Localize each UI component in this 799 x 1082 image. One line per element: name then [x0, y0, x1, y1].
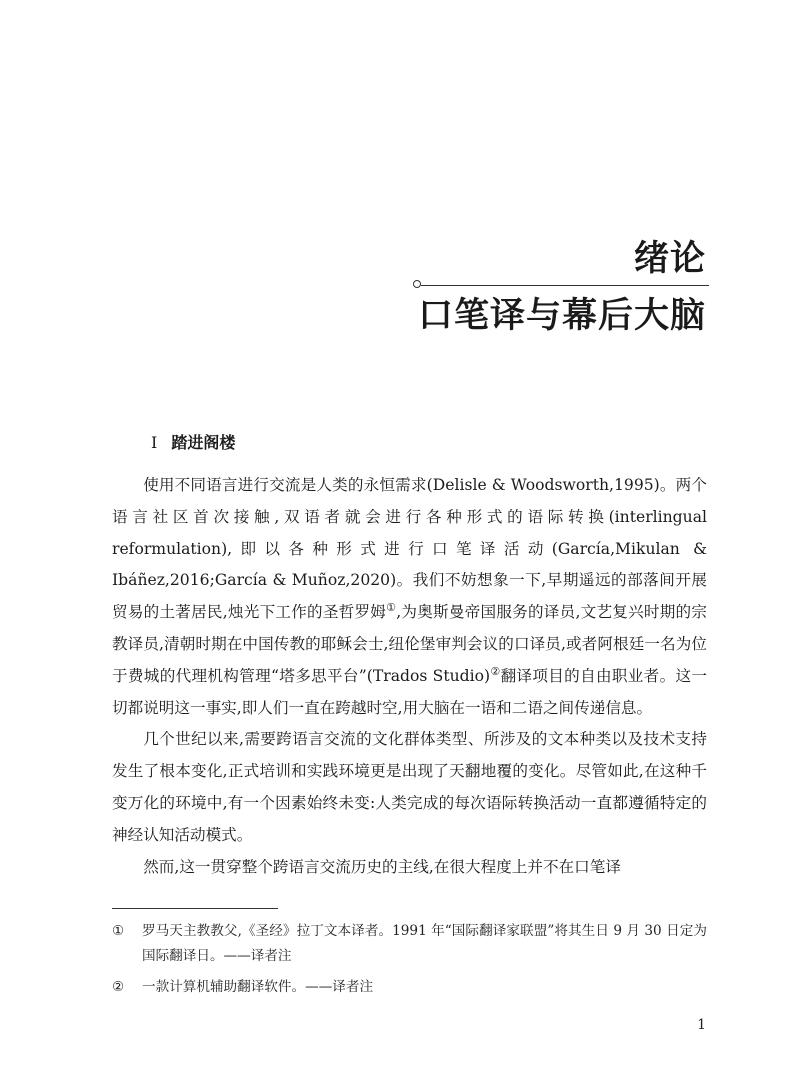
page-number: 1 [697, 1017, 706, 1033]
footnote-divider [112, 908, 278, 909]
divider-circle-ornament [413, 280, 421, 288]
footnote-marker: ② [112, 979, 125, 995]
footnote [112, 919, 707, 969]
paragraph-2: 几个世纪以来,需要跨语言交流的文化群体类型、所涉及的文本种类以及技术支持发生了根本变化,正式培训和实践环境更是出现了天翻地覆的变化。尽管如此,在这种千变万化的环境中,有一个因素始终未变:人类完成的每次语际转换活动一直都遵循特定的神经认知活动模式。 [112, 730, 707, 844]
footnotes [112, 919, 707, 1006]
section-numeral: I [151, 433, 158, 452]
footnote-text: 罗马天主教教父,《圣经》拉丁文本译者。1991 年“国际翻译家联盟”将其生日 9 月 30 日定为国际翻译日。——译者注 [142, 923, 707, 964]
footnote-text: 一款计算机辅助翻译软件。——译者注 [142, 979, 374, 995]
footnote [112, 975, 707, 1000]
chapter-divider [421, 285, 709, 286]
chapter-title: 口笔译与幕后大脑 [417, 296, 706, 336]
paragraph-3: 然而,这一贯穿整个跨语言交流历史的主线,在很大程度上并不在口笔译 [143, 857, 621, 876]
chapter-label: 绪论 [633, 239, 706, 279]
section-title: 踏进阁楼 [171, 433, 236, 452]
paragraph-1-part-b: ,为奥斯曼帝国服务的译员,文艺复兴时期的宗教译员,清朝时期在中国传教的耶稣会士,纽伦堡审判会议的口译员,或者阿根廷一名为位于费城的代理机构管理“塔多思平台”(Trados Studio) [112, 603, 707, 685]
paragraph-1 [112, 470, 707, 724]
footnote-ref-2: ② [490, 664, 501, 678]
body-text [112, 470, 707, 883]
footnote-ref-1: ① [386, 601, 397, 614]
paragraph-1-part-a: 使用不同语言进行交流是人类的永恒需求(Delisle & Woodsworth,1995)。两个语言社区首次接触,双语者就会进行各种形式的语际转换(interlingual reformulation),即以各种形式进行口笔译活动(García,Mikulan & Ibáñez,2016;García & Muñoz,2020)。我们不妨想象一下,早期遥远的部落间开展贸易的土著居民,烛光下工作的圣哲罗姆 [112, 476, 707, 622]
paragraph-1-part-c: 翻译项目的自由职业者。这一切都说明这一事实,即人们一直在跨越时空,用大脑在一语和二语之间传递信息。 [112, 666, 707, 717]
footnote-marker: ① [112, 923, 125, 939]
section-heading [151, 432, 235, 454]
